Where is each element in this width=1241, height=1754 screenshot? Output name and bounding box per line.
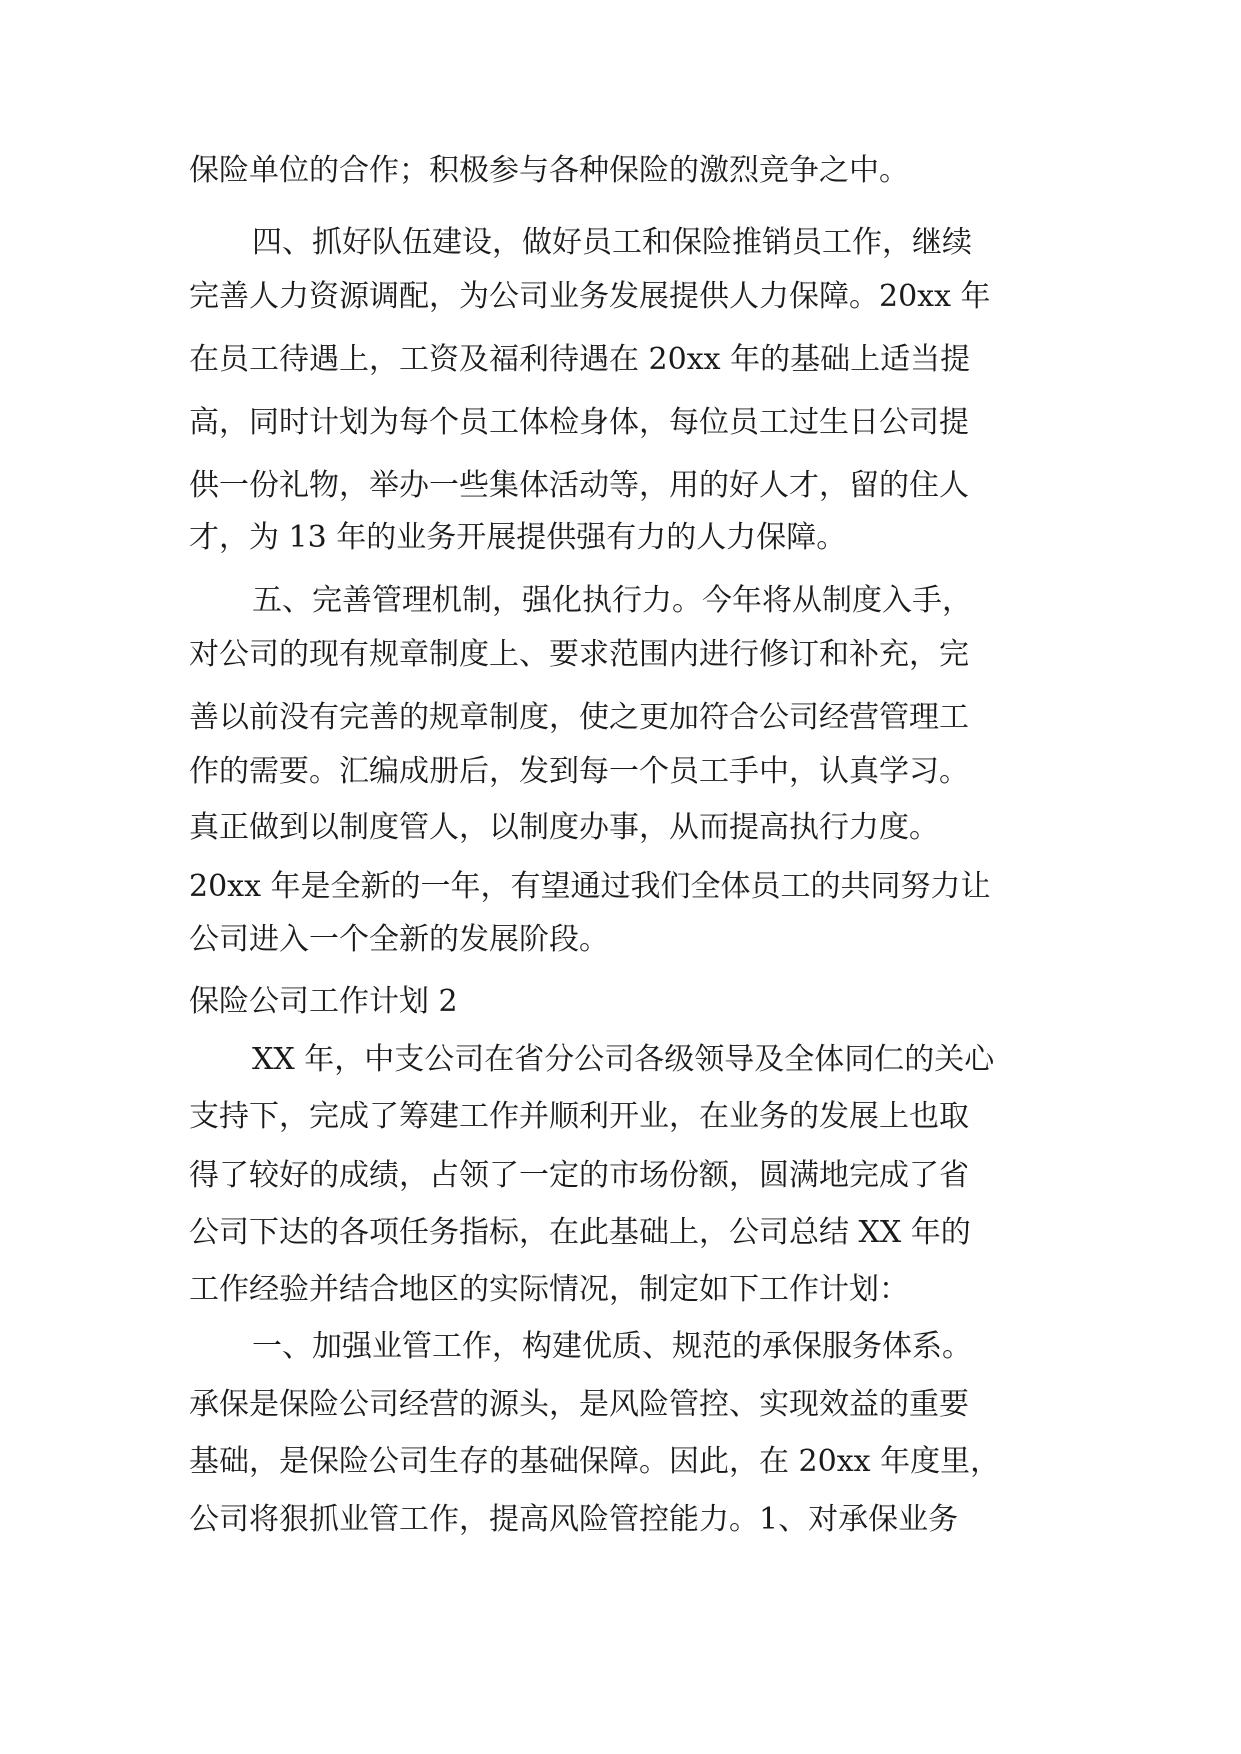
paragraph-line: 完善人力资源调配，为公司业务发展提供人力保障。20xx 年 — [189, 279, 991, 314]
paragraph-line: 在员工待遇上，工资及福利待遇在 20xx 年的基础上适当提 — [189, 342, 971, 377]
paragraph-line: 才，为 13 年的业务开展提供强有力的人力保障。 — [189, 520, 847, 555]
paragraph-line: 善以前没有完善的规章制度，使之更加符合公司经营管理工 — [189, 700, 969, 735]
paragraph-line: 支持下，完成了筹建工作并顺利开业，在业务的发展上也取 — [189, 1099, 969, 1134]
paragraph-line: 保险单位的合作；积极参与各种保险的激烈竞争之中。 — [189, 153, 909, 188]
paragraph-line: 四、抓好队伍建设，做好员工和保险推销员工作，继续 — [252, 225, 972, 260]
paragraph-line: 基础，是保险公司生存的基础保障。因此，在 20xx 年度里， — [189, 1444, 1001, 1479]
section-heading: 保险公司工作计划 2 — [189, 984, 458, 1019]
paragraph-line: 对公司的现有规章制度上、要求范围内进行修订和补充，完 — [189, 637, 969, 672]
paragraph-line: 公司进入一个全新的发展阶段。 — [189, 922, 609, 957]
paragraph-line: 一、加强业管工作，构建优质、规范的承保服务体系。 — [252, 1329, 972, 1364]
paragraph-line: 作的需要。汇编成册后，发到每一个员工手中，认真学习。 — [189, 754, 969, 789]
paragraph-line: 工作经验并结合地区的实际情况，制定如下工作计划： — [189, 1272, 909, 1307]
paragraph-line: 承保是保险公司经营的源头，是风险管控、实现效益的重要 — [189, 1387, 969, 1422]
paragraph-line: 公司下达的各项任务指标，在此基础上，公司总结 XX 年的 — [189, 1215, 971, 1250]
paragraph-line: 得了较好的成绩，占领了一定的市场份额，圆满地完成了省 — [189, 1158, 969, 1193]
paragraph-line: 20xx 年是全新的一年，有望通过我们全体员工的共同努力让 — [189, 869, 991, 904]
paragraph-line: 供一份礼物，举办一些集体活动等，用的好人才，留的住人 — [189, 468, 969, 503]
paragraph-line: XX 年，中支公司在省分公司各级领导及全体同仁的关心 — [252, 1042, 995, 1077]
paragraph-line: 真正做到以制度管人，以制度办事，从而提高执行力度。 — [189, 810, 939, 845]
paragraph-line: 五、完善管理机制，强化执行力。今年将从制度入手， — [252, 583, 972, 618]
paragraph-line: 高，同时计划为每个员工体检身体，每位员工过生日公司提 — [189, 405, 969, 440]
paragraph-line: 公司将狠抓业管工作，提高风险管控能力。1、对承保业务 — [189, 1502, 959, 1537]
